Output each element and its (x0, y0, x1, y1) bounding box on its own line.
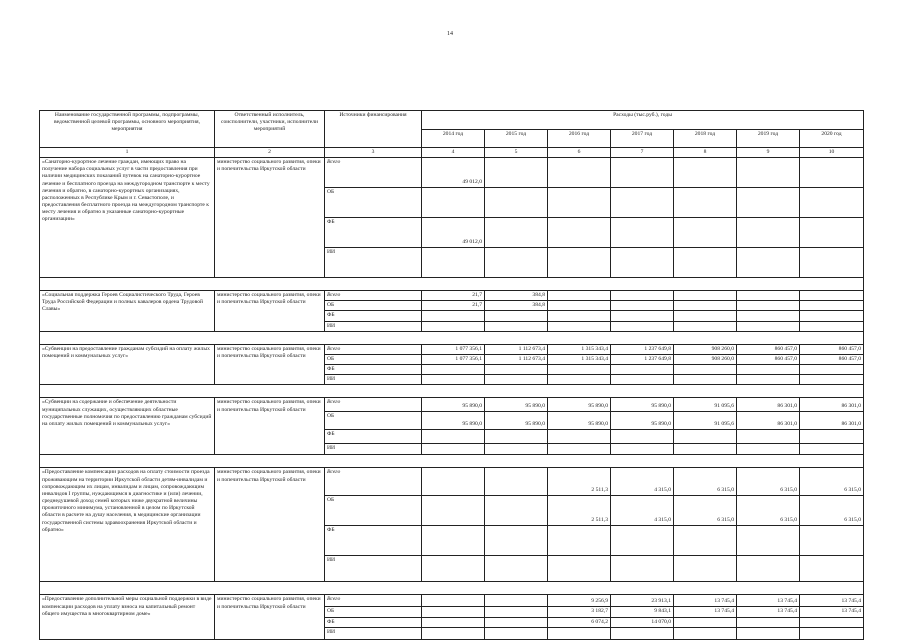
amount-cell (548, 188, 611, 218)
amount-cell (548, 444, 611, 455)
amount-cell (674, 248, 737, 278)
header-expenses: Расходы (тыс.руб.), годы (422, 111, 864, 130)
column-number: 1 (40, 148, 215, 158)
amount-cell (611, 627, 674, 639)
funding-source-label: ОБ (325, 188, 422, 218)
funding-source-label: Всего (325, 291, 422, 301)
amount-cell (737, 627, 800, 639)
amount-cell: 95 890,0 (611, 412, 674, 430)
amount-cell (674, 188, 737, 218)
funding-source-label: ФБ (325, 526, 422, 556)
amount-cell (422, 311, 485, 321)
row-separator (40, 278, 864, 291)
amount-cell (611, 444, 674, 455)
amount-cell: 860 457,0 (800, 354, 864, 364)
amount-cell (485, 365, 548, 375)
amount-cell (611, 248, 674, 278)
amount-cell (737, 158, 800, 188)
amount-cell (737, 188, 800, 218)
amount-cell (611, 430, 674, 444)
amount-cell: 91 095,6 (674, 412, 737, 430)
amount-cell: 860 457,0 (800, 344, 864, 354)
amount-cell: 908 260,0 (674, 344, 737, 354)
amount-cell: 13 745,4 (674, 595, 737, 607)
amount-cell (800, 248, 864, 278)
amount-cell (422, 595, 485, 607)
amount-cell: 95 890,0 (422, 412, 485, 430)
amount-cell: 1 077 356,1 (422, 354, 485, 364)
amount-cell: 1 112 673,4 (485, 354, 548, 364)
funding-source-label: ОБ (325, 496, 422, 526)
table-row (40, 468, 864, 496)
amount-cell: 6 315,0 (737, 496, 800, 526)
financing-table (39, 110, 864, 640)
amount-cell (800, 430, 864, 444)
measure-name: «Санаторно-курортное лечение граждан, имеющих право на получение набора социальных услуг в части предоставления при наличии медицинских показаний путевок на санаторно-курортное лечение и бесплатного проезда на междугородном транспорте к месту лечения и обратно, в санаторно-курортных организациях, расположенных в Республике Крым и г. Севастополе, и предоставления бесплатного проезда на междугородном транспорте к месту лечения и обратно в указанные санаторно-курортные организации» (40, 158, 215, 278)
amount-cell: 6 074,2 (548, 617, 611, 627)
amount-cell (611, 311, 674, 321)
amount-cell (737, 321, 800, 331)
funding-source-label: Всего (325, 398, 422, 412)
amount-cell: 6 315,0 (674, 468, 737, 496)
header-funding-source: Источники финансирования (325, 111, 422, 148)
measure-name: «Предоставление компенсации расходов на оплату стоимости проезда проживающим на территории Иркутской области детям-инвалидам и сопровождающим их лицам, инвалидам и лицам, сопровождающим инвалидов I группы, нуждающимся в диагностике и (или) лечении, среднедушевой доход семей которых ниже двукратной величины прожиточного минимума, установленной в целом по Иркутской области в расчете на душу населения, в медицинские организации государственной системы здравоохранения Иркутской области и обратно» (40, 468, 215, 582)
table-row (40, 344, 864, 354)
column-number: 7 (611, 148, 674, 158)
amount-cell: 86 301,0 (800, 398, 864, 412)
amount-cell (674, 301, 737, 311)
amount-cell (548, 627, 611, 639)
amount-cell (548, 526, 611, 556)
amount-cell: 95 890,0 (548, 398, 611, 412)
amount-cell (674, 627, 737, 639)
amount-cell (737, 365, 800, 375)
table-row (40, 398, 864, 412)
amount-cell (485, 321, 548, 331)
column-number: 5 (485, 148, 548, 158)
amount-cell: 86 301,0 (800, 412, 864, 430)
measure-name: «Социальная поддержка Героев Социалистического Труда, Героев Труда Российской Федерации и полных кавалеров ордена Трудовой Славы» (40, 291, 215, 332)
funding-source-label: ФБ (325, 218, 422, 248)
amount-cell: 86 301,0 (737, 398, 800, 412)
funding-source-label: ИИ (325, 556, 422, 582)
amount-cell (422, 496, 485, 526)
amount-cell (737, 556, 800, 582)
amount-cell (674, 556, 737, 582)
amount-cell (422, 468, 485, 496)
amount-cell (674, 311, 737, 321)
column-number: 2 (215, 148, 325, 158)
amount-cell: 860 457,0 (737, 354, 800, 364)
funding-source-label: ОБ (325, 301, 422, 311)
header-year: 2016 год (548, 129, 611, 148)
amount-cell: 6 315,0 (800, 496, 864, 526)
amount-cell (737, 218, 800, 248)
amount-cell: 49 012,0 (422, 158, 485, 188)
amount-cell (674, 365, 737, 375)
amount-cell (422, 617, 485, 627)
amount-cell (422, 607, 485, 617)
amount-cell (611, 291, 674, 301)
header-year: 2019 год (737, 129, 800, 148)
amount-cell (485, 468, 548, 496)
amount-cell (548, 375, 611, 385)
amount-cell (485, 311, 548, 321)
amount-cell (674, 291, 737, 301)
amount-cell (548, 321, 611, 331)
amount-cell (485, 188, 548, 218)
amount-cell (800, 375, 864, 385)
amount-cell: 14 070,0 (611, 617, 674, 627)
amount-cell (548, 301, 611, 311)
amount-cell (800, 365, 864, 375)
row-separator (40, 582, 864, 595)
table-row (40, 595, 864, 607)
amount-cell: 384,8 (485, 291, 548, 301)
column-number: 9 (737, 148, 800, 158)
amount-cell (800, 218, 864, 248)
funding-source-label: Всего (325, 595, 422, 607)
amount-cell (674, 430, 737, 444)
amount-cell (737, 526, 800, 556)
amount-cell (800, 556, 864, 582)
amount-cell (674, 617, 737, 627)
amount-cell: 384,8 (485, 301, 548, 311)
amount-cell (800, 188, 864, 218)
amount-cell: 95 890,0 (485, 412, 548, 430)
amount-cell (674, 158, 737, 188)
amount-cell (800, 311, 864, 321)
funding-source-label: ИИ (325, 248, 422, 278)
amount-cell (422, 321, 485, 331)
amount-cell (485, 248, 548, 278)
amount-cell (674, 321, 737, 331)
amount-cell (674, 444, 737, 455)
funding-source-label: ФБ (325, 430, 422, 444)
amount-cell (611, 158, 674, 188)
row-separator (40, 385, 864, 398)
amount-cell: 3 182,7 (548, 607, 611, 617)
amount-cell (548, 556, 611, 582)
funding-source-label: ФБ (325, 617, 422, 627)
amount-cell (800, 444, 864, 455)
amount-cell (674, 218, 737, 248)
amount-cell (485, 430, 548, 444)
amount-cell (422, 188, 485, 218)
amount-cell: 2 511,3 (548, 496, 611, 526)
amount-cell: 13 745,4 (800, 595, 864, 607)
funding-source-label: ИИ (325, 444, 422, 455)
amount-cell (800, 158, 864, 188)
amount-cell (485, 617, 548, 627)
amount-cell: 49 012,0 (422, 218, 485, 248)
amount-cell (611, 375, 674, 385)
amount-cell: 95 890,0 (548, 412, 611, 430)
amount-cell: 1 237 649,8 (611, 344, 674, 354)
amount-cell (737, 311, 800, 321)
column-number: 10 (800, 148, 864, 158)
amount-cell (800, 526, 864, 556)
amount-cell (611, 188, 674, 218)
amount-cell (800, 617, 864, 627)
funding-source-label: ИИ (325, 321, 422, 331)
amount-cell (611, 301, 674, 311)
amount-cell (485, 595, 548, 607)
measure-executor: министерство социального развития, опеки и попечительства Иркутской области (215, 398, 325, 455)
amount-cell (611, 365, 674, 375)
row-separator (40, 331, 864, 344)
amount-cell (422, 430, 485, 444)
funding-source-label: ОБ (325, 607, 422, 617)
amount-cell (548, 158, 611, 188)
column-number: 4 (422, 148, 485, 158)
table-row (40, 291, 864, 301)
amount-cell: 13 745,4 (737, 607, 800, 617)
funding-source-label: Всего (325, 158, 422, 188)
amount-cell: 95 890,0 (611, 398, 674, 412)
funding-source-label: ФБ (325, 311, 422, 321)
amount-cell (737, 291, 800, 301)
column-numbers-row (40, 148, 864, 158)
amount-cell (737, 248, 800, 278)
measure-executor: министерство социального развития, опеки и попечительства Иркутской области (215, 291, 325, 332)
amount-cell (548, 218, 611, 248)
measure-executor: министерство социального развития, опеки и попечительства Иркутской области (215, 468, 325, 582)
funding-source-label: ОБ (325, 354, 422, 364)
funding-source-label: ИИ (325, 375, 422, 385)
amount-cell (548, 248, 611, 278)
amount-cell (611, 321, 674, 331)
amount-cell (485, 607, 548, 617)
header-year: 2017 год (611, 129, 674, 148)
amount-cell (485, 375, 548, 385)
measure-name: «Предоставление дополнительной меры социальной поддержки в виде компенсации расходов на уплату взноса на капитальный ремонт общего имущества в многоквартирном доме» (40, 595, 215, 639)
funding-source-label: Всего (325, 468, 422, 496)
amount-cell (737, 430, 800, 444)
amount-cell (422, 627, 485, 639)
header-year: 2018 год (674, 129, 737, 148)
amount-cell (611, 556, 674, 582)
measure-executor: министерство социального развития, опеки и попечительства Иркутской области (215, 158, 325, 278)
amount-cell (674, 526, 737, 556)
header-year: 2020 год (800, 129, 864, 148)
amount-cell: 1 077 356,1 (422, 344, 485, 354)
amount-cell: 21,7 (422, 301, 485, 311)
header-program-name: Наименование государственной программы, подпрограммы, ведомственной целевой программы, основного мероприятия, мероприятия (40, 111, 215, 148)
measure-executor: министерство социального развития, опеки и попечительства Иркутской области (215, 595, 325, 639)
amount-cell: 6 315,0 (737, 468, 800, 496)
amount-cell (737, 301, 800, 311)
header-row (40, 111, 864, 130)
amount-cell: 95 890,0 (485, 398, 548, 412)
page-number: 14 (447, 31, 453, 37)
amount-cell: 91 095,6 (674, 398, 737, 412)
funding-source-label: ФБ (325, 365, 422, 375)
amount-cell (737, 444, 800, 455)
amount-cell (548, 430, 611, 444)
amount-cell: 13 745,4 (674, 607, 737, 617)
header-year: 2015 год (485, 129, 548, 148)
amount-cell: 908 260,0 (674, 354, 737, 364)
amount-cell: 95 890,0 (422, 398, 485, 412)
table-body (40, 158, 864, 640)
amount-cell (800, 291, 864, 301)
amount-cell (485, 444, 548, 455)
amount-cell (422, 556, 485, 582)
amount-cell: 4 315,0 (611, 468, 674, 496)
amount-cell (800, 301, 864, 311)
amount-cell (485, 496, 548, 526)
amount-cell (422, 365, 485, 375)
amount-cell: 9 256,9 (548, 595, 611, 607)
amount-cell: 1 112 673,4 (485, 344, 548, 354)
measure-executor: министерство социального развития, опеки и попечительства Иркутской области (215, 344, 325, 385)
amount-cell: 1 315 343,4 (548, 354, 611, 364)
amount-cell (485, 158, 548, 188)
header-year: 2014 год (422, 129, 485, 148)
amount-cell (548, 365, 611, 375)
amount-cell (422, 526, 485, 556)
table-row (40, 158, 864, 188)
column-number: 6 (548, 148, 611, 158)
amount-cell: 9 843,1 (611, 607, 674, 617)
amount-cell (674, 375, 737, 385)
amount-cell (422, 444, 485, 455)
funding-source-label: Всего (325, 344, 422, 354)
amount-cell (737, 375, 800, 385)
amount-cell (548, 311, 611, 321)
amount-cell: 13 745,4 (800, 607, 864, 617)
amount-cell: 1 237 649,8 (611, 354, 674, 364)
amount-cell: 6 315,0 (674, 496, 737, 526)
amount-cell (485, 627, 548, 639)
amount-cell: 1 315 343,4 (548, 344, 611, 354)
amount-cell (611, 526, 674, 556)
funding-source-label: ИИ (325, 627, 422, 639)
amount-cell (485, 526, 548, 556)
amount-cell (422, 248, 485, 278)
amount-cell (800, 321, 864, 331)
amount-cell (611, 218, 674, 248)
amount-cell: 2 511,3 (548, 468, 611, 496)
measure-name: «Субвенции на предоставление гражданам субсидий на оплату жилых помещений и коммунальных услуг» (40, 344, 215, 385)
amount-cell: 86 301,0 (737, 412, 800, 430)
amount-cell (422, 375, 485, 385)
amount-cell: 21,7 (422, 291, 485, 301)
row-separator (40, 455, 864, 468)
column-number: 8 (674, 148, 737, 158)
funding-source-label: ОБ (325, 412, 422, 430)
amount-cell (800, 627, 864, 639)
amount-cell (485, 218, 548, 248)
column-number: 3 (325, 148, 422, 158)
amount-cell: 4 315,0 (611, 496, 674, 526)
amount-cell: 23 913,1 (611, 595, 674, 607)
amount-cell (737, 617, 800, 627)
measure-name: «Субвенции на содержание и обеспечение деятельности муниципальных служащих, осуществляющих областные государственные полномочия по предоставлению гражданам субсидий на оплату жилых помещений и коммунальных услуг» (40, 398, 215, 455)
header-executor: Ответственный исполнитель, соисполнители, участники, исполнители мероприятий (215, 111, 325, 148)
amount-cell: 860 457,0 (737, 344, 800, 354)
amount-cell: 13 745,4 (737, 595, 800, 607)
amount-cell: 6 315,0 (800, 468, 864, 496)
amount-cell (548, 291, 611, 301)
amount-cell (485, 556, 548, 582)
